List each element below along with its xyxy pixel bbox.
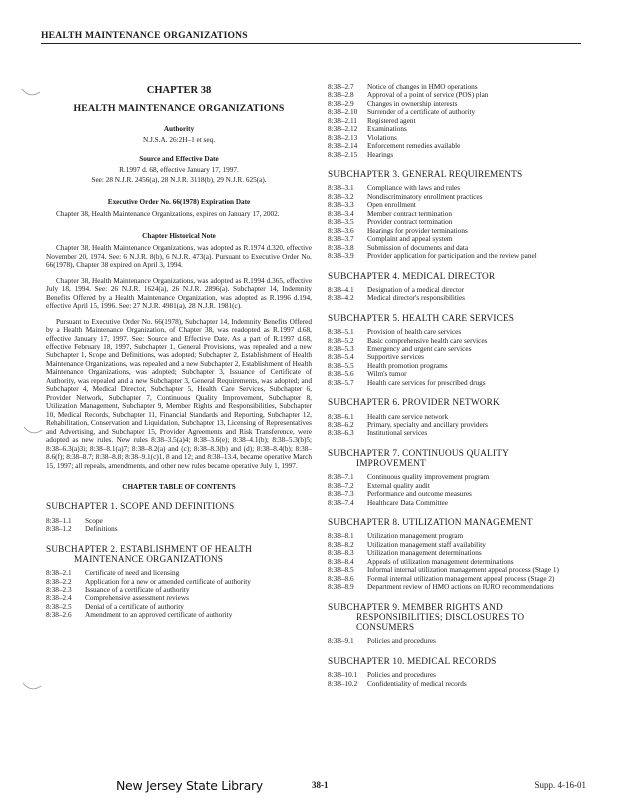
- library-stamp: New Jersey State Library: [116, 778, 263, 793]
- subchapter-9-title-line-2: RESPONSIBILITIES; DISCLOSURES TO: [356, 612, 525, 623]
- margin-scan-mark: [20, 86, 42, 100]
- toc-entry[interactable]: [46, 517, 312, 525]
- toc-entry[interactable]: [46, 586, 312, 594]
- section-title: Basic comprehensive health care services: [367, 336, 488, 345]
- chapter-number: CHAPTER 38: [146, 85, 212, 96]
- section-number: 8:38–5.3: [328, 344, 354, 353]
- section-number: 8:38–2.13: [328, 133, 358, 142]
- history-paragraph-1: Chapter 38, Health Maintenance Organizations, was adopted as R.1974 d.320, effective November 20, 1974. See: 6 N.J.R. 8(b), 6 N.J.R. 473(a). Pursuant to Executive Order No. 66(1978), Chapter 38 expired on April 3, 1994.: [46, 244, 312, 270]
- section-number: 8:38–3.7: [328, 235, 354, 244]
- section-title: Formal internal utilization management appeal process (Stage 2): [367, 574, 555, 583]
- section-number: 8:38–5.2: [328, 336, 354, 345]
- section-number: 8:38–3.9: [328, 252, 354, 261]
- section-number: 8:38–2.10: [328, 108, 358, 117]
- section-number: 8:38–9.1: [328, 637, 354, 646]
- subchapter-4-title: SUBCHAPTER 4. MEDICAL DIRECTOR: [328, 271, 496, 282]
- section-title: Primary, specialty and ancillary providers: [367, 421, 488, 429]
- section-title: Utilization management determinations: [367, 549, 482, 558]
- section-title: Amendment to an approved certificate of authority: [85, 611, 233, 620]
- toc-entry[interactable]: [328, 227, 584, 235]
- subchapter-3-title: SUBCHAPTER 3. GENERAL REQUIREMENTS: [328, 170, 523, 181]
- subchapter-2-title-line-2: MAINTENANCE ORGANIZATIONS: [74, 554, 224, 565]
- section-number: 8:38–2.4: [46, 594, 72, 603]
- toc-entry[interactable]: [328, 108, 584, 116]
- section-title: Application for a new or amended certificate of authority: [85, 577, 251, 586]
- toc-entry[interactable]: [328, 413, 584, 421]
- history-paragraph-3: Pursuant to Executive Order No. 66(1978), Subchapter 14, Indemnity Benefits Offered by a Health Maintenance Organization, of Chapter 38, was readopted as R.1997 d.68, effective January 17, 1997. See: Source and Effective Date. As a part of R.1997 d.68, effective February 18, 1997, Subchapter 1, General Provisions, was repealed and a new Subchapter 1, Scope and Definitions, was adopted; Subchapter 2, Establishment of Health Maintenance Organizations, was repealed and a new Subchapter 2, Establishment of Health Maintenance Organizations, was adopted; Subchapter 3, Issuance of Certificate of Authority, was repealed and a new Subchapter 3, General Requirements, was adopted; and Subchapter 4, Medical Director, Subchapter 5, Health Care Services, Subchapter 6, Provider Network, Subchapter 7, Continuous Quality Improvement, Subchapter 8, Utilization Management, Subchapter 9, Member Rights and Responsibilities, Subchapter 10, Medical Records, Subchapter 11, Financial Standards and Reporting, Subchapter 12, Rehabilitation, Conservation and Liquidation, Subchapter 13, Licensing of Representatives and Advertising, and Subchapter 15, Provider Agreements and Risk Transference, were adopted as new rules. New rules 8:38–3.5(a)4; 8:38–3.6(e); 8:38–4.1(b); 8:38–5.3(b)5; 8:38–6.3(a)3i; 8:38–8.1(a)7; 8:38–8.2(a) and (c); 8:38–8.3(b) and (d); 8:38–8.4(b); 8:38–8.6(f); 8:38–8.7; 8:38–8.8; 8:38–9.1(c)1, 8 and 12; and 8:38–13.4, became operative March 15, 1997; all repeals, amendments, and other new rules became operative July 1, 1997.: [46, 317, 312, 470]
- history-heading: Chapter Historical Note: [142, 231, 216, 240]
- section-title: Confidentiality of medical records: [367, 679, 467, 688]
- toc-entry[interactable]: [46, 611, 312, 619]
- toc-entry[interactable]: [328, 549, 584, 557]
- toc-entry[interactable]: [46, 569, 312, 577]
- subchapter-7-title-line-1: SUBCHAPTER 7. CONTINUOUS QUALITY: [328, 448, 509, 459]
- section-title: Approval of a point of service (POS) plan: [367, 91, 489, 100]
- section-title: Health care services for prescribed drugs: [367, 378, 486, 387]
- toc-entry[interactable]: [328, 142, 584, 150]
- subchapter-2-list: [46, 569, 312, 620]
- toc-entry[interactable]: [328, 252, 584, 260]
- toc-entry[interactable]: [328, 499, 584, 507]
- toc-entry[interactable]: [46, 603, 312, 611]
- toc-entry[interactable]: [328, 218, 584, 226]
- section-title: Denial of a certificate of authority: [85, 602, 184, 611]
- section-title: Registered agent: [367, 116, 416, 125]
- section-title: Hearings: [367, 150, 394, 159]
- section-number: 8:38–2.9: [328, 99, 354, 108]
- page-footer: [41, 778, 586, 796]
- chapter-title: HEALTH MAINTENANCE ORGANIZATIONS: [73, 103, 285, 115]
- section-number: 8:38–10.2: [328, 679, 358, 688]
- section-title: Designation of a medical director: [367, 285, 465, 294]
- section-title: Medical director's responsibilities: [367, 294, 465, 303]
- section-title: Utilization management program: [367, 532, 464, 541]
- section-number: 8:38–3.8: [328, 243, 354, 252]
- source-text-1: R.1997 d. 68, effective January 17, 1997.: [119, 166, 239, 175]
- section-title: Institutional services: [367, 429, 428, 438]
- section-number: 8:38–8.9: [328, 583, 354, 592]
- running-head: HEALTH MAINTENANCE ORGANIZATIONS: [41, 30, 581, 44]
- section-number: 8:38–5.1: [328, 328, 354, 337]
- toc-entry[interactable]: [328, 193, 584, 201]
- subchapter-7-list: [328, 473, 584, 507]
- section-number: 8:38–4.1: [328, 285, 354, 294]
- toc-entry[interactable]: [328, 566, 584, 574]
- supplement-date: Supp. 4-16-01: [534, 780, 586, 790]
- section-number: 8:38–1.2: [46, 525, 72, 534]
- section-title: Provision of health care services: [367, 328, 462, 337]
- subchapter-3-list: [328, 184, 584, 260]
- section-title: Health care service network: [367, 412, 449, 421]
- authority-text: N.J.S.A. 26:2H–1 et seq.: [142, 136, 216, 145]
- section-title: Violations: [367, 133, 397, 142]
- margin-scan-mark: [21, 680, 43, 694]
- section-number: 8:38–2.11: [328, 116, 357, 125]
- section-number: 8:38–2.7: [328, 83, 354, 91]
- section-title: External quality audit: [367, 481, 430, 490]
- section-number: 8:38–3.2: [328, 192, 354, 201]
- subchapter-8-title: SUBCHAPTER 8. UTILIZATION MANAGEMENT: [328, 518, 533, 529]
- toc-entry[interactable]: [328, 244, 584, 252]
- page-number: 38-1: [312, 780, 329, 790]
- toc-entry[interactable]: [328, 210, 584, 218]
- section-title: Open enrollment: [367, 201, 416, 210]
- section-number: 8:38–5.7: [328, 378, 354, 387]
- toc-entry[interactable]: [328, 134, 584, 142]
- section-title: Definitions: [85, 525, 118, 534]
- section-number: 8:38–5.4: [328, 353, 354, 362]
- eo-heading: Executive Order No. 66(1978) Expiration Date: [107, 197, 251, 206]
- toc-entry[interactable]: [328, 294, 584, 302]
- subchapter-9-list: [328, 637, 584, 645]
- toc-entry[interactable]: [328, 353, 584, 361]
- toc-entry[interactable]: [328, 370, 584, 378]
- section-number: 8:38–5.6: [328, 370, 354, 379]
- left-column: [46, 78, 312, 620]
- section-title: Informal internal utilization management appeal process (Stage 1): [367, 566, 559, 575]
- section-title: Appeals of utilization management determinations: [367, 557, 514, 566]
- toc-entry[interactable]: [328, 201, 584, 209]
- subchapter-5-list: [328, 328, 584, 387]
- section-number: 8:38–8.6: [328, 574, 354, 583]
- section-number: 8:38–7.4: [328, 498, 354, 507]
- section-number: 8:38–7.3: [328, 490, 354, 499]
- section-number: 8:38–2.6: [46, 611, 72, 620]
- toc-entry[interactable]: [328, 575, 584, 583]
- section-title: Changes in ownership interests: [367, 99, 458, 108]
- section-number: 8:38–5.5: [328, 361, 354, 370]
- section-number: 8:38–3.1: [328, 184, 354, 193]
- section-title: Surrender of a certificate of authority: [367, 108, 476, 117]
- toc-entry[interactable]: [328, 328, 584, 336]
- subchapter-1-title: SUBCHAPTER 1. SCOPE AND DEFINITIONS: [46, 502, 235, 513]
- section-title: Emergency and urgent care services: [367, 344, 472, 353]
- subchapter-9-title: [328, 603, 584, 634]
- source-heading: Source and Effective Date: [139, 154, 219, 163]
- toc-entry[interactable]: [328, 286, 584, 294]
- section-title: Policies and procedures: [367, 637, 436, 646]
- section-number: 8:38–8.4: [328, 557, 354, 566]
- section-number: 8:38–2.2: [46, 577, 72, 586]
- subchapter-1-list: [46, 517, 312, 534]
- section-number: 8:38–7.2: [328, 481, 354, 490]
- section-number: 8:38–2.12: [328, 125, 358, 134]
- subchapter-5-title: SUBCHAPTER 5. HEALTH CARE SERVICES: [328, 313, 515, 324]
- section-number: 8:38–2.15: [328, 150, 358, 159]
- subchapter-6-list: [328, 413, 584, 438]
- toc-entry[interactable]: [328, 680, 584, 688]
- subchapter-6-title: SUBCHAPTER 6. PROVIDER NETWORK: [328, 398, 500, 409]
- subchapter-2-title: [46, 545, 312, 565]
- section-title: Supportive services: [367, 353, 424, 362]
- toc-entry[interactable]: [46, 578, 312, 586]
- subchapter-7-title: [328, 449, 584, 469]
- section-number: 8:38–10.1: [328, 671, 358, 680]
- section-number: 8:38–6.2: [328, 421, 354, 429]
- toc-entry[interactable]: [328, 421, 584, 429]
- section-title: Member contract termination: [367, 209, 452, 218]
- toc-heading: CHAPTER TABLE OF CONTENTS: [122, 483, 236, 492]
- toc-entry[interactable]: [46, 594, 312, 602]
- toc-entry[interactable]: [328, 345, 584, 353]
- section-number: 8:38–6.3: [328, 429, 354, 438]
- subchapter-10-list: [328, 671, 584, 688]
- section-title: Examinations: [367, 125, 407, 134]
- toc-entry[interactable]: [328, 583, 584, 591]
- right-column: [328, 78, 584, 688]
- toc-entry[interactable]: [328, 541, 584, 549]
- section-title: Scope: [85, 516, 103, 525]
- toc-entry[interactable]: [328, 637, 584, 645]
- toc-entry[interactable]: [328, 151, 584, 159]
- section-number: 8:38–2.1: [46, 569, 72, 578]
- toc-entry[interactable]: [328, 532, 584, 540]
- section-number: 8:38–6.1: [328, 412, 354, 421]
- section-number: 8:38–3.4: [328, 209, 354, 218]
- section-title: Performance and outcome measures: [367, 490, 472, 499]
- subchapter-9-title-line-1: SUBCHAPTER 9. MEMBER RIGHTS AND: [328, 602, 503, 613]
- section-number: 8:38–1.1: [46, 516, 72, 525]
- toc-entry[interactable]: [328, 362, 584, 370]
- section-number: 8:38–8.3: [328, 549, 354, 558]
- toc-entry[interactable]: [328, 337, 584, 345]
- section-number: 8:38–4.2: [328, 294, 354, 303]
- section-title: Nondiscriminatory enrollment practices: [367, 192, 483, 201]
- subchapter-7-title-line-2: IMPROVEMENT: [356, 459, 426, 470]
- section-title: Submission of documents and data: [367, 243, 469, 252]
- section-title: Provider contract termination: [367, 218, 453, 227]
- eo-text: Chapter 38, Health Maintenance Organizations, expires on January 17, 2002.: [56, 210, 280, 219]
- section-title: Compliance with laws and rules: [367, 184, 461, 193]
- section-title: Policies and procedures: [367, 671, 436, 680]
- section-number: 8:38–3.6: [328, 226, 354, 235]
- section-title: Utilization management staff availability: [367, 540, 486, 549]
- section-number: 8:38–2.3: [46, 585, 72, 594]
- toc-entry[interactable]: [46, 525, 312, 533]
- section-number: 8:38–8.1: [328, 532, 354, 541]
- section-title: Provider application for participation and the review panel: [367, 252, 537, 261]
- toc-entry[interactable]: [328, 125, 584, 133]
- subchapter-10-title: SUBCHAPTER 10. MEDICAL RECORDS: [328, 656, 497, 667]
- authority-heading: Authority: [163, 124, 195, 133]
- section-number: 8:38–7.1: [328, 473, 354, 482]
- history-paragraph-2: Chapter 38, Health Maintenance Organizations, was adopted as R.1994 d.365, effective July 18, 1994. See: 26 N.J.R. 1624(a), 26 N.J.R. 2896(a). Subchapter 14, Indemnity Benefits Offered by a Health Maintenance Organization, was adopted as R.1996 d.194, effective April 15, 1996. See: 27 N.J.R. 4981(a), 28 N.J.R. 1981(c).: [46, 276, 312, 311]
- subchapter-2-continued-list: [328, 83, 584, 159]
- section-number: 8:38–2.5: [46, 602, 72, 611]
- toc-entry[interactable]: [328, 91, 584, 99]
- section-number: 8:38–2.14: [328, 142, 358, 151]
- section-title: Hearings for provider terminations: [367, 226, 468, 235]
- toc-entry[interactable]: [328, 379, 584, 387]
- toc-entry[interactable]: [328, 473, 584, 481]
- margin-scan-mark: [22, 424, 44, 438]
- toc-entry[interactable]: [328, 671, 584, 679]
- section-title: Comprehensive assessment reviews: [85, 594, 189, 603]
- toc-entry[interactable]: [328, 83, 584, 91]
- section-number: 8:38–2.8: [328, 91, 354, 100]
- subchapter-2-title-line-1: SUBCHAPTER 2. ESTABLISHMENT OF HEALTH: [46, 544, 252, 555]
- section-title: Health promotion programs: [367, 361, 448, 370]
- subchapter-9-title-line-3: CONSUMERS: [356, 623, 415, 634]
- section-title: Issuance of a certificate of authority: [85, 585, 190, 594]
- section-title: Complaint and appeal system: [367, 235, 453, 244]
- section-title: Continuous quality improvement program: [367, 473, 490, 482]
- subchapter-8-list: [328, 532, 584, 591]
- section-title: Wilm's tumor: [367, 370, 407, 379]
- section-title: Department review of HMO actions on IURO recommendations: [367, 583, 554, 592]
- subchapter-4-list: [328, 286, 584, 303]
- source-text-2: See: 28 N.J.R. 2456(a), 28 N.J.R. 3118(b), 29 N.J.R. 625(a).: [91, 175, 267, 184]
- section-title: Enforcement remedies available: [367, 142, 461, 151]
- section-number: 8:38–3.5: [328, 218, 354, 227]
- toc-entry[interactable]: [328, 558, 584, 566]
- section-title: Notice of changes in HMO operations: [367, 83, 478, 91]
- toc-entry[interactable]: [328, 235, 584, 243]
- toc-entry[interactable]: [328, 100, 584, 108]
- section-number: 8:38–8.2: [328, 540, 354, 549]
- section-title: Healthcare Data Committee: [367, 498, 448, 507]
- toc-entry[interactable]: [328, 429, 584, 437]
- toc-entry[interactable]: [328, 482, 584, 490]
- toc-entry[interactable]: [328, 117, 584, 125]
- section-number: 8:38–3.3: [328, 201, 354, 210]
- toc-entry[interactable]: [328, 490, 584, 498]
- toc-entry[interactable]: [328, 184, 584, 192]
- section-title: Certificate of need and licensing: [85, 569, 180, 578]
- section-number: 8:38–8.5: [328, 566, 354, 575]
